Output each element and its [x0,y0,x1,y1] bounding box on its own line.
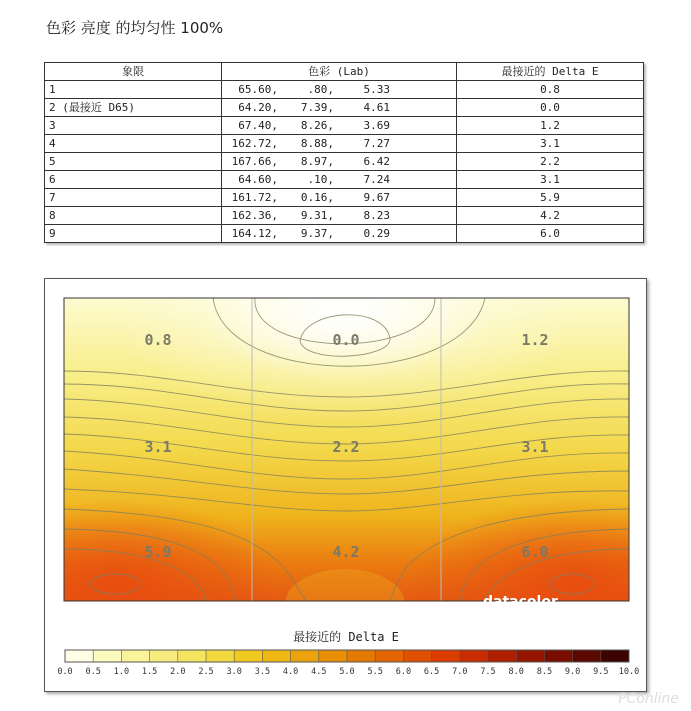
cell-delta-e: 5.9 [457,189,644,207]
colorbar-swatch [601,650,630,662]
cell-lab [222,153,457,171]
cell-delta-e: 1.2 [457,117,644,135]
heatmap-cell-label: 3.1 [144,438,172,456]
lab-a: 8.26, [300,119,334,132]
colorbar-swatch [121,650,150,662]
colorbar-swatch [460,650,489,662]
lab-b: 6.42 [363,155,390,168]
colorbar-swatch [544,650,573,662]
heatmap-cell-label: 2.2 [332,438,360,456]
table-row [45,99,644,117]
cell-quadrant: 4 [45,135,222,153]
table-row [45,207,644,225]
colorbar-tick-label: 3.5 [254,667,271,677]
cell-delta-e: 2.2 [457,153,644,171]
table-row [45,81,644,99]
cell-lab [222,207,457,225]
cell-quadrant: 3 [45,117,222,135]
cell-lab [222,135,457,153]
colorbar-tick-label: 9.5 [593,667,609,677]
cell-delta-e: 0.0 [457,99,644,117]
cell-delta-e: 3.1 [457,171,644,189]
lab-l: 64.60, [238,173,278,186]
lab-l: 167.66, [231,155,278,168]
colorbar-swatch [150,650,179,662]
colorbar-tick-label: 6.0 [395,667,412,677]
lab-b: 8.23 [363,209,390,222]
header-quadrant: 象限 [45,63,222,81]
cell-quadrant: 6 [45,171,222,189]
table-row [45,189,644,207]
colorbar-tick-label: 7.5 [480,667,496,677]
header-delta-e: 最接近的 Delta E [457,63,644,81]
lab-l: 161.72, [231,191,278,204]
cell-quadrant: 9 [45,225,222,243]
page-title: 色彩 亮度 的均匀性 100% [46,19,224,37]
colorbar-tick-label: 10.0 [618,667,640,677]
colorbar-swatch [178,650,207,662]
lab-a: .10, [307,173,334,186]
table-header-row [45,63,644,81]
colorbar-swatch [488,650,517,662]
lab-l: 64.20, [238,101,278,114]
heatmap-cell-label: 0.0 [332,331,360,349]
lab-l: 162.36, [231,209,278,222]
cell-quadrant: 7 [45,189,222,207]
cell-lab [222,225,457,243]
colorbar-swatch [375,650,404,662]
colorbar-tick-label: 4.0 [282,667,299,677]
colorbar-tick-label: 7.0 [452,667,468,677]
header-lab: 色彩 (Lab) [222,63,457,81]
colorbar-swatch [291,650,320,662]
cell-delta-e: 3.1 [457,135,644,153]
colorbar-tick-label: 1.0 [113,667,130,677]
cell-quadrant: 5 [45,153,222,171]
colorbar-swatch [234,650,263,662]
heatmap-cell-label: 0.8 [144,331,172,349]
cell-lab [222,81,457,99]
colorbar-tick-label: 3.0 [226,667,242,677]
colorbar-swatch [516,650,545,662]
colorbar-tick-label: 5.0 [339,667,355,677]
colorbar-tick-label: 8.0 [508,667,524,677]
lab-b: 9.67 [363,191,390,204]
colorbar-title: 最接近的 Delta E [293,630,399,644]
colorbar-tick-label: 4.5 [311,667,327,677]
colorbar-swatch [206,650,235,662]
lab-b: 5.33 [363,83,390,96]
colorbar-swatch [347,650,376,662]
lab-l: 164.12, [231,227,278,240]
cell-quadrant: 1 [45,81,222,99]
lab-l: 67.40, [238,119,278,132]
uniformity-table [44,62,644,243]
lab-b: 7.27 [363,137,390,150]
table-row [45,135,644,153]
lab-b: 3.69 [363,119,390,132]
lab-a: 9.31, [300,209,334,222]
colorbar-swatch [262,650,291,662]
lab-l: 162.72, [231,137,278,150]
datacolor-logo: datacolor [483,594,558,610]
lab-a: .80, [307,83,334,96]
cell-quadrant: 8 [45,207,222,225]
table-row [45,171,644,189]
cell-lab [222,99,457,117]
watermark: PConline [618,691,679,707]
lab-a: 9.37, [300,227,334,240]
heatmap-cell-label: 3.1 [521,438,549,456]
colorbar-tick-label: 1.5 [141,667,158,677]
colorbar-swatch [573,650,602,662]
lab-b: 4.61 [363,101,390,114]
cell-lab [222,171,457,189]
colorbar-tick-label: 0.5 [85,667,101,677]
table-row [45,117,644,135]
colorbar-tick-label: 5.5 [367,667,383,677]
colorbar-tick-label: 0.0 [57,667,73,677]
heatmap-cell-label: 4.2 [332,543,360,561]
lab-l: 65.60, [238,83,278,96]
colorbar-swatch [93,650,122,662]
colorbar-tick-label: 9.0 [564,667,581,677]
lab-a: 8.97, [300,155,334,168]
colorbar-swatch [65,650,94,662]
heatmap-panel [44,278,647,692]
lab-a: 7.39, [300,101,334,114]
lab-a: 0.16, [300,191,334,204]
colorbar-swatch [319,650,348,662]
table-row [45,225,644,243]
lab-a: 8.88, [300,137,334,150]
cell-lab [222,189,457,207]
table-row [45,153,644,171]
cell-lab [222,117,457,135]
cell-quadrant: 2 (最接近 D65) [45,99,222,117]
lab-b: 7.24 [363,173,390,186]
colorbar [57,650,639,677]
cell-delta-e: 6.0 [457,225,644,243]
heatmap-svg [45,279,646,691]
cell-delta-e: 4.2 [457,207,644,225]
cell-delta-e: 0.8 [457,81,644,99]
heatmap-cell-label: 1.2 [521,331,549,349]
heatmap-cell-label: 6.0 [521,543,549,561]
colorbar-tick-label: 2.5 [198,667,214,677]
colorbar-swatch [432,650,461,662]
colorbar-swatch [403,650,432,662]
lab-b: 0.29 [363,227,390,240]
heatmap-cell-label: 5.9 [144,543,172,561]
colorbar-tick-label: 6.5 [423,667,440,677]
colorbar-tick-label: 2.0 [170,667,186,677]
colorbar-tick-label: 8.5 [536,667,553,677]
